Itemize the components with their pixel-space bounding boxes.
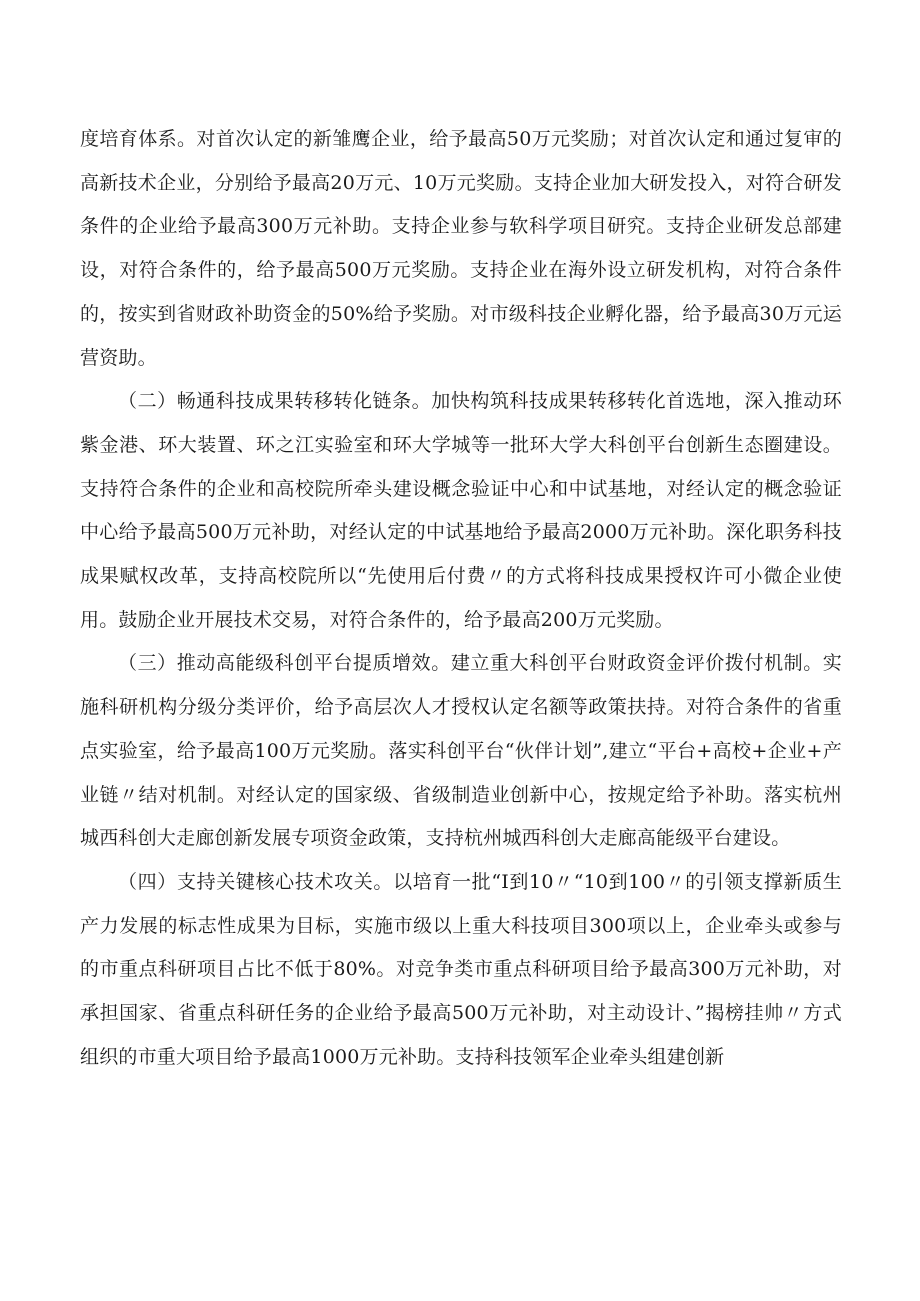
paragraph-section-3: （三）推动高能级科创平台提质增效。建立重大科创平台财政资金评价拨付机制。实施科研机构分级分类评价，给予高层次人才授权认定名额等政策扶持。对符合条件的省重点实验室，给予最高100万元奖励。落实科创平台“伙伴计划”,建立“平台+高校+企业+产业链〃结对机制。对经认定的国家级、省级制造业创新中心，按规定给予补助。落实杭州城西科创大走廊创新发展专项资金政策，支持杭州城西科创大走廊高能级平台建设。 <box>80 652 842 850</box>
paragraph-section-4: （四）支持关键核心技术攻关。以培育一批“I到10〃“10到100〃的引领支撑新质生产力发展的标志性成果为目标，实施市级以上重大科技项目300项以上，企业牵头或参与的市重点科研项目占比不低于80%。对竞争类市重点科研项目给予最高300万元补助，对承担国家、省重点科研任务的企业给予最高500万元补助，对主动设计、”揭榜挂帅〃方式组织的市重大项目给予最高1000万元补助。支持科技领军企业牵头组建创新 <box>80 870 842 1068</box>
paragraph-continued: 度培育体系。对首次认定的新雏鹰企业，给予最高50万元奖励；对首次认定和通过复审的高新技术企业，分别给予最高20万元、10万元奖励。支持企业加大研发投入，对符合研发条件的企业给予最高300万元补助。支持企业参与软科学项目研究。支持企业研发总部建设，对符合条件的，给予最高500万元奖励。支持企业在海外设立研发机构，对符合条件的，按实到省财政补助资金的50%给予奖励。对市级科技企业孵化器，给予最高30万元运营资助。 <box>80 128 842 369</box>
document-page <box>80 118 842 1079</box>
paragraph-section-2: （二）畅通科技成果转移转化链条。加快构筑科技成果转移转化首选地，深入推动环紫金港、环大装置、环之江实验室和环大学城等一批环大学大科创平台创新生态圈建设。支持符合条件的企业和高校院所牵头建设概念验证中心和中试基地，对经认定的概念验证中心给予最高500万元补助，对经认定的中试基地给予最高2000万元补助。深化职务科技成果赋权改革，支持高校院所以“先使用后付费〃的方式将科技成果授权许可小微企业使用。鼓励企业开展技术交易，对符合条件的，给予最高200万元奖励。 <box>80 390 842 631</box>
